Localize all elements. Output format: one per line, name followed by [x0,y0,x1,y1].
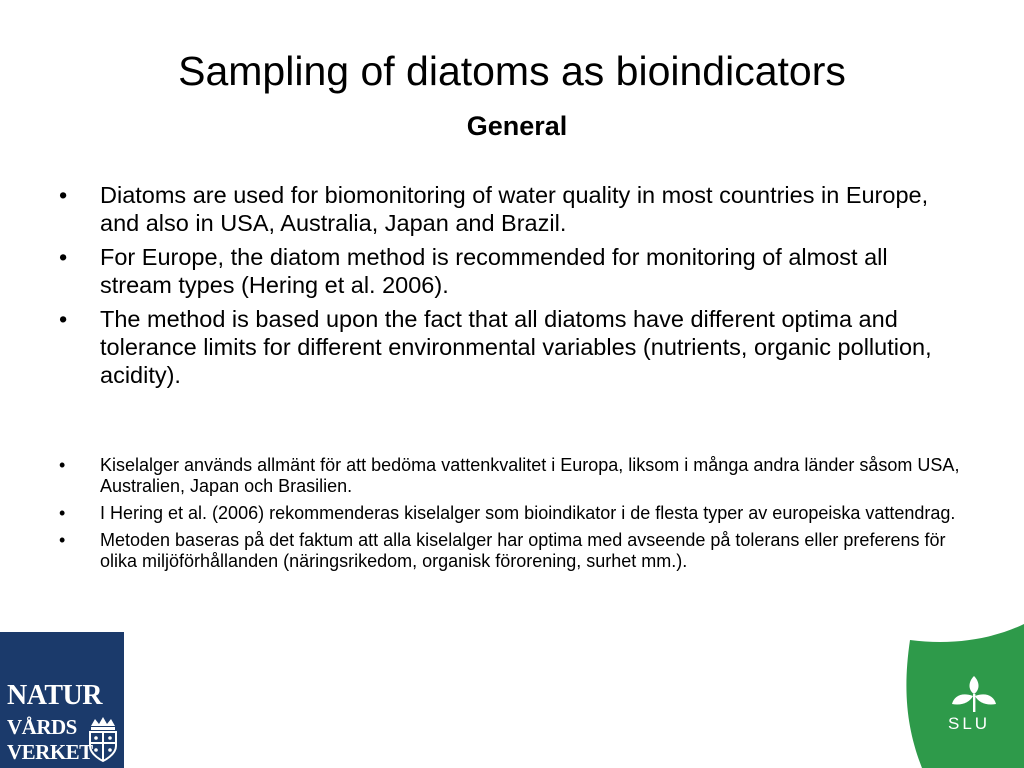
bullet-text: For Europe, the diatom method is recommended for monitoring of almost all stream types (Hering et al. 2006). [100,244,888,298]
slide-title: Sampling of diatoms as bioindicators [178,48,846,94]
bullet-icon: • [59,244,68,270]
bullet-text: Kiselalger används allmänt för att bedöma vattenkvalitet i Europa, liksom i många andra länder såsom USA, Australien, Japan och Brasilien. [100,455,960,496]
slide-subtitle: General [466,111,568,141]
slu-leaf-icon [900,624,1024,768]
bullet-text: I Hering et al. (2006) rekommenderas kiselalger som bioindikator i de flesta typer av europeiska vattendrag. [100,503,956,523]
bullet-icon: • [59,530,66,550]
list-item [59,305,960,389]
list-item [59,243,960,299]
list-item [59,455,970,497]
logo-line-natur: NATUR [7,680,102,711]
slu-logo-text: SLU [948,714,991,733]
bullet-text: The method is based upon the fact that all diatoms have different optima and tolerance limits for different environmental variables (nutrients, organic pollution, acidity). [100,306,932,388]
bullet-icon: • [59,306,68,332]
english-bullet-list [59,181,960,395]
bullet-icon: • [59,503,66,523]
list-item [59,530,970,572]
bullet-icon: • [59,182,68,208]
bullet-text: Metoden baseras på det faktum att alla kiselalger har optima med avseende på tolerans eller preferens för olika miljöförhållanden (näringsrikedom, organisk förorening, surhet mm.). [100,530,946,571]
logo-line-verket: VERKET [7,740,93,764]
bullet-text: Diatoms are used for biomonitoring of water quality in most countries in Europe, and also in USA, Australia, Japan and Brazil. [100,182,929,236]
naturvardsverket-logo [0,632,124,768]
slu-logo [900,624,1024,768]
crown-crest-icon [86,716,120,764]
bullet-icon: • [59,455,66,475]
list-item [59,181,960,237]
logo-line-vards: VÅRDS [7,715,77,739]
list-item [59,503,970,524]
swedish-bullet-list [59,455,970,578]
